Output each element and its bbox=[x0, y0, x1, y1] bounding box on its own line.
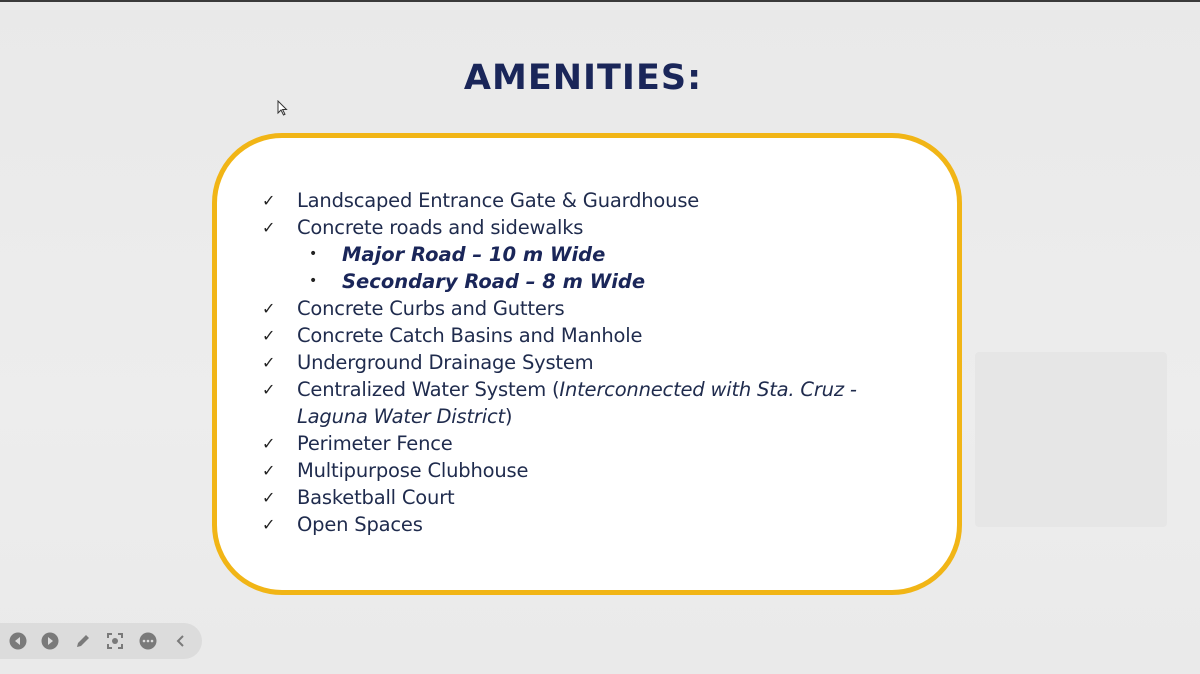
close-paren: ) bbox=[504, 405, 513, 428]
list-item-text: Open Spaces bbox=[297, 513, 423, 536]
list-item-italic-note: Interconnected with Sta. Cruz - Laguna Water District bbox=[297, 378, 857, 428]
list-item-text: Concrete roads and sidewalks bbox=[297, 216, 584, 239]
next-icon bbox=[41, 632, 59, 650]
pen-icon bbox=[74, 632, 92, 650]
mouse-cursor-icon bbox=[277, 100, 289, 116]
next-slide-button[interactable] bbox=[41, 632, 59, 650]
list-item-text bbox=[297, 376, 922, 430]
bullet-icon: • bbox=[309, 246, 318, 262]
list-item bbox=[262, 214, 942, 241]
sub-list-item-text: Secondary Road – 8 m Wide bbox=[342, 270, 646, 293]
pen-tool-button[interactable] bbox=[74, 632, 92, 650]
list-item-main-text: Centralized Water System bbox=[297, 378, 552, 401]
slide-title: AMENITIES: bbox=[463, 58, 703, 98]
more-icon bbox=[139, 632, 157, 650]
sub-list-item bbox=[262, 268, 942, 295]
amenities-list bbox=[262, 187, 942, 538]
checkmark-icon: ✓ bbox=[262, 488, 276, 507]
list-item bbox=[262, 349, 942, 376]
list-item bbox=[262, 430, 942, 457]
list-item bbox=[262, 295, 942, 322]
list-item-text: Multipurpose Clubhouse bbox=[297, 459, 529, 482]
open-paren: ( bbox=[551, 378, 560, 401]
more-options-button[interactable] bbox=[139, 632, 157, 650]
presentation-toolbar bbox=[0, 623, 202, 659]
checkmark-icon: ✓ bbox=[262, 434, 276, 453]
previous-icon bbox=[9, 632, 27, 650]
collapse-chevron-icon bbox=[172, 632, 190, 650]
checkmark-icon: ✓ bbox=[262, 461, 276, 480]
list-item-text: Landscaped Entrance Gate & Guardhouse bbox=[297, 189, 700, 212]
checkmark-icon: ✓ bbox=[262, 191, 276, 210]
list-item-text: Underground Drainage System bbox=[297, 351, 594, 374]
previous-slide-button[interactable] bbox=[9, 632, 27, 650]
zoom-icon bbox=[106, 632, 124, 650]
list-item-text: Perimeter Fence bbox=[297, 432, 453, 455]
list-item-text: Concrete Catch Basins and Manhole bbox=[297, 324, 643, 347]
list-item bbox=[262, 484, 942, 511]
checkmark-icon: ✓ bbox=[262, 353, 276, 372]
bullet-icon: • bbox=[309, 273, 318, 289]
sub-list-item bbox=[262, 241, 942, 268]
zoom-button[interactable] bbox=[106, 632, 124, 650]
sub-list-item-text: Major Road – 10 m Wide bbox=[342, 243, 606, 266]
list-item bbox=[262, 187, 942, 214]
list-item bbox=[262, 322, 942, 349]
checkmark-icon: ✓ bbox=[262, 380, 276, 399]
collapse-toolbar-button[interactable] bbox=[172, 632, 190, 650]
list-item bbox=[262, 457, 942, 484]
list-item bbox=[262, 376, 942, 430]
list-item-text: Concrete Curbs and Gutters bbox=[297, 297, 565, 320]
list-item bbox=[262, 511, 942, 538]
checkmark-icon: ✓ bbox=[262, 299, 276, 318]
list-item-text: Basketball Court bbox=[297, 486, 455, 509]
top-border bbox=[0, 0, 1200, 2]
checkmark-icon: ✓ bbox=[262, 515, 276, 534]
checkmark-icon: ✓ bbox=[262, 218, 276, 237]
background-panel bbox=[975, 352, 1167, 527]
checkmark-icon: ✓ bbox=[262, 326, 276, 345]
